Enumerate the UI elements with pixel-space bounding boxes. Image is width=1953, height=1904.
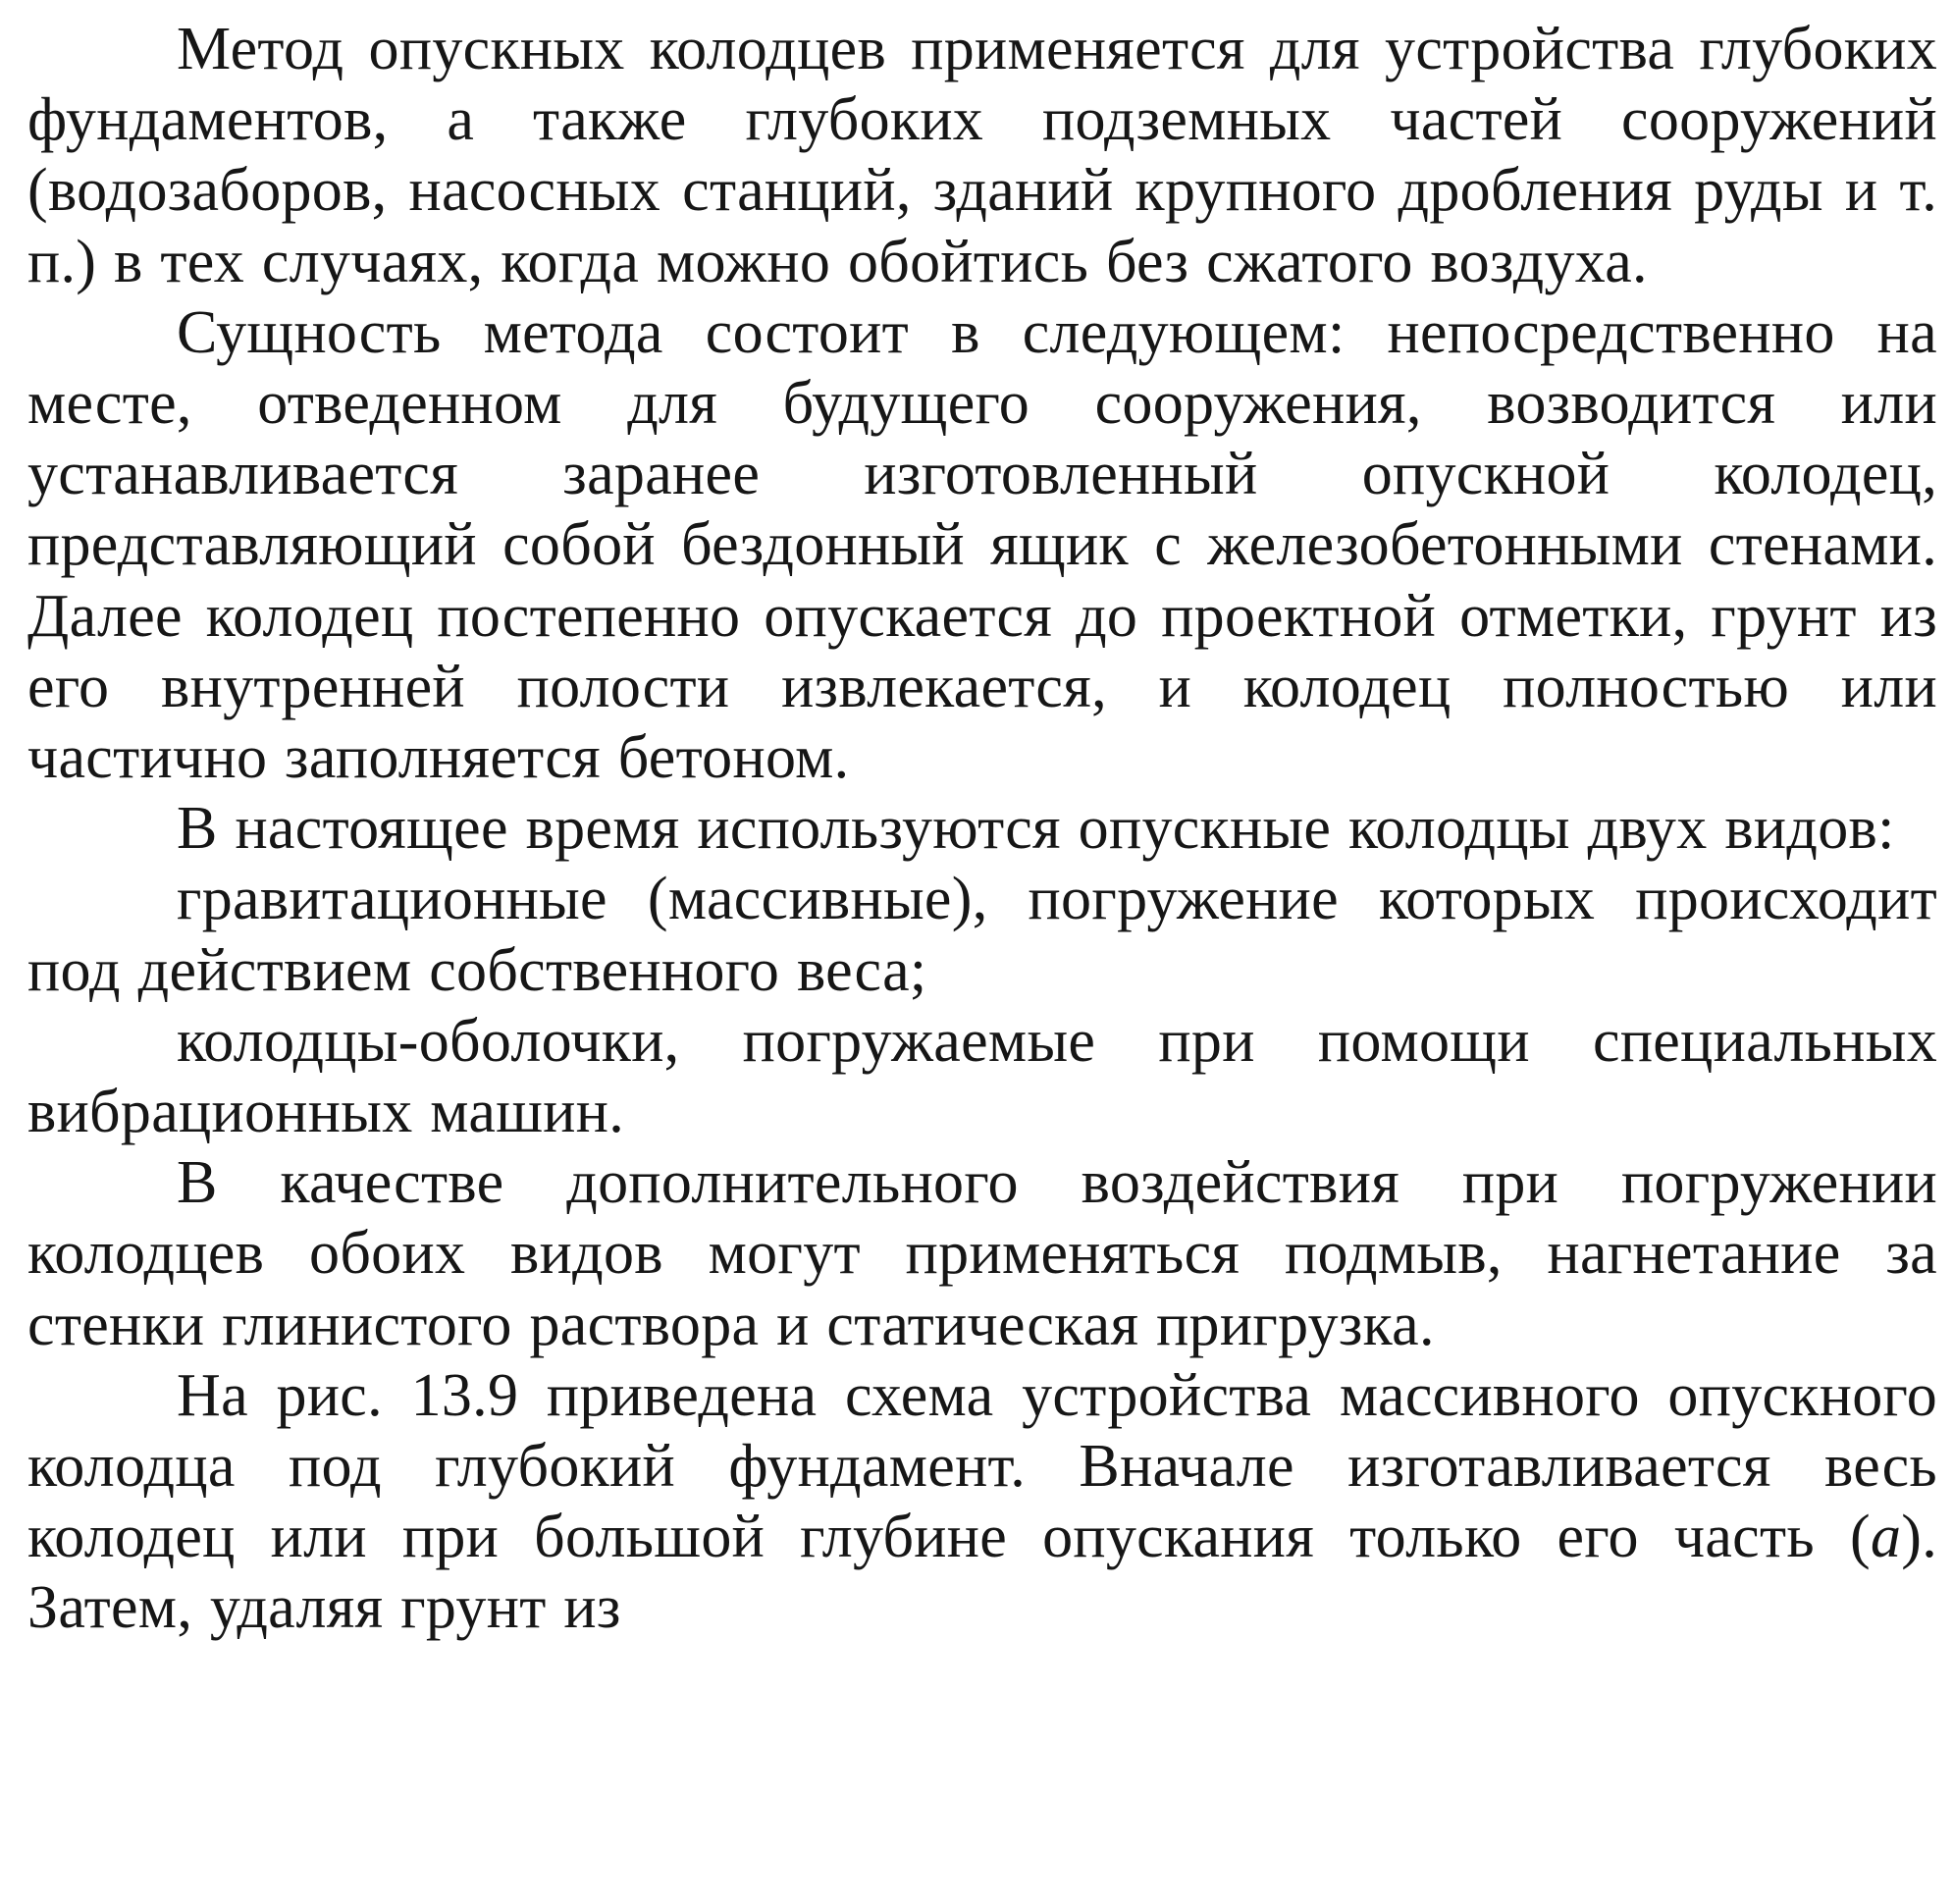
paragraph-6: В качестве дополнительного воздействия при погружении колодцев обоих видов могут применяться подмыв, нагнетание за стенки глинистого раствора и статическая пригрузка.	[27, 1149, 1937, 1358]
paragraph-1: Метод опускных колодцев применяется для устройства глубоких фундаментов, а также глубоких подземных частей сооружений (водозаборов, насосных станций, зданий крупного дробления руды и т. п.) в тех случаях, когда можно обойтись без сжатого воздуха.	[27, 16, 1937, 295]
paragraph-2: Сущность метода состоит в следующем: непосредственно на месте, отведенном для будущего сооружения, возводится или устанавливается заранее изготовленный опускной колодец, представляющий собой бездонный ящик с железобетонными стенами. Далее колодец постепенно опускается до проектной отметки, грунт из его внутренней полости извлекается, и колодец полностью или частично заполняется бетоном.	[27, 298, 1937, 792]
document-page	[27, 14, 1937, 1644]
paragraph-4: гравитационные (массивные), погружение которых происходит под действием собственного веса;	[27, 866, 1937, 1004]
paragraph-7-text-start: На рис. 13.9 приведена схема устройства массивного опускного колодца под глубокий фундамент. Вначале изготавливается весь колодец или при большой глубине опускания только его часть (	[27, 1361, 1937, 1571]
paragraph-7-text-end: ). Затем, удаляя грунт из	[27, 1504, 1937, 1642]
paragraph-5: колодцы-оболочки, погружаемые при помощи специальных вибрационных машин.	[27, 1007, 1937, 1146]
paragraph-7	[27, 1360, 1937, 1644]
paragraph-3: В настоящее время используются опускные колодцы двух видов:	[177, 795, 1895, 863]
figure-part-ref: а	[1870, 1504, 1902, 1571]
